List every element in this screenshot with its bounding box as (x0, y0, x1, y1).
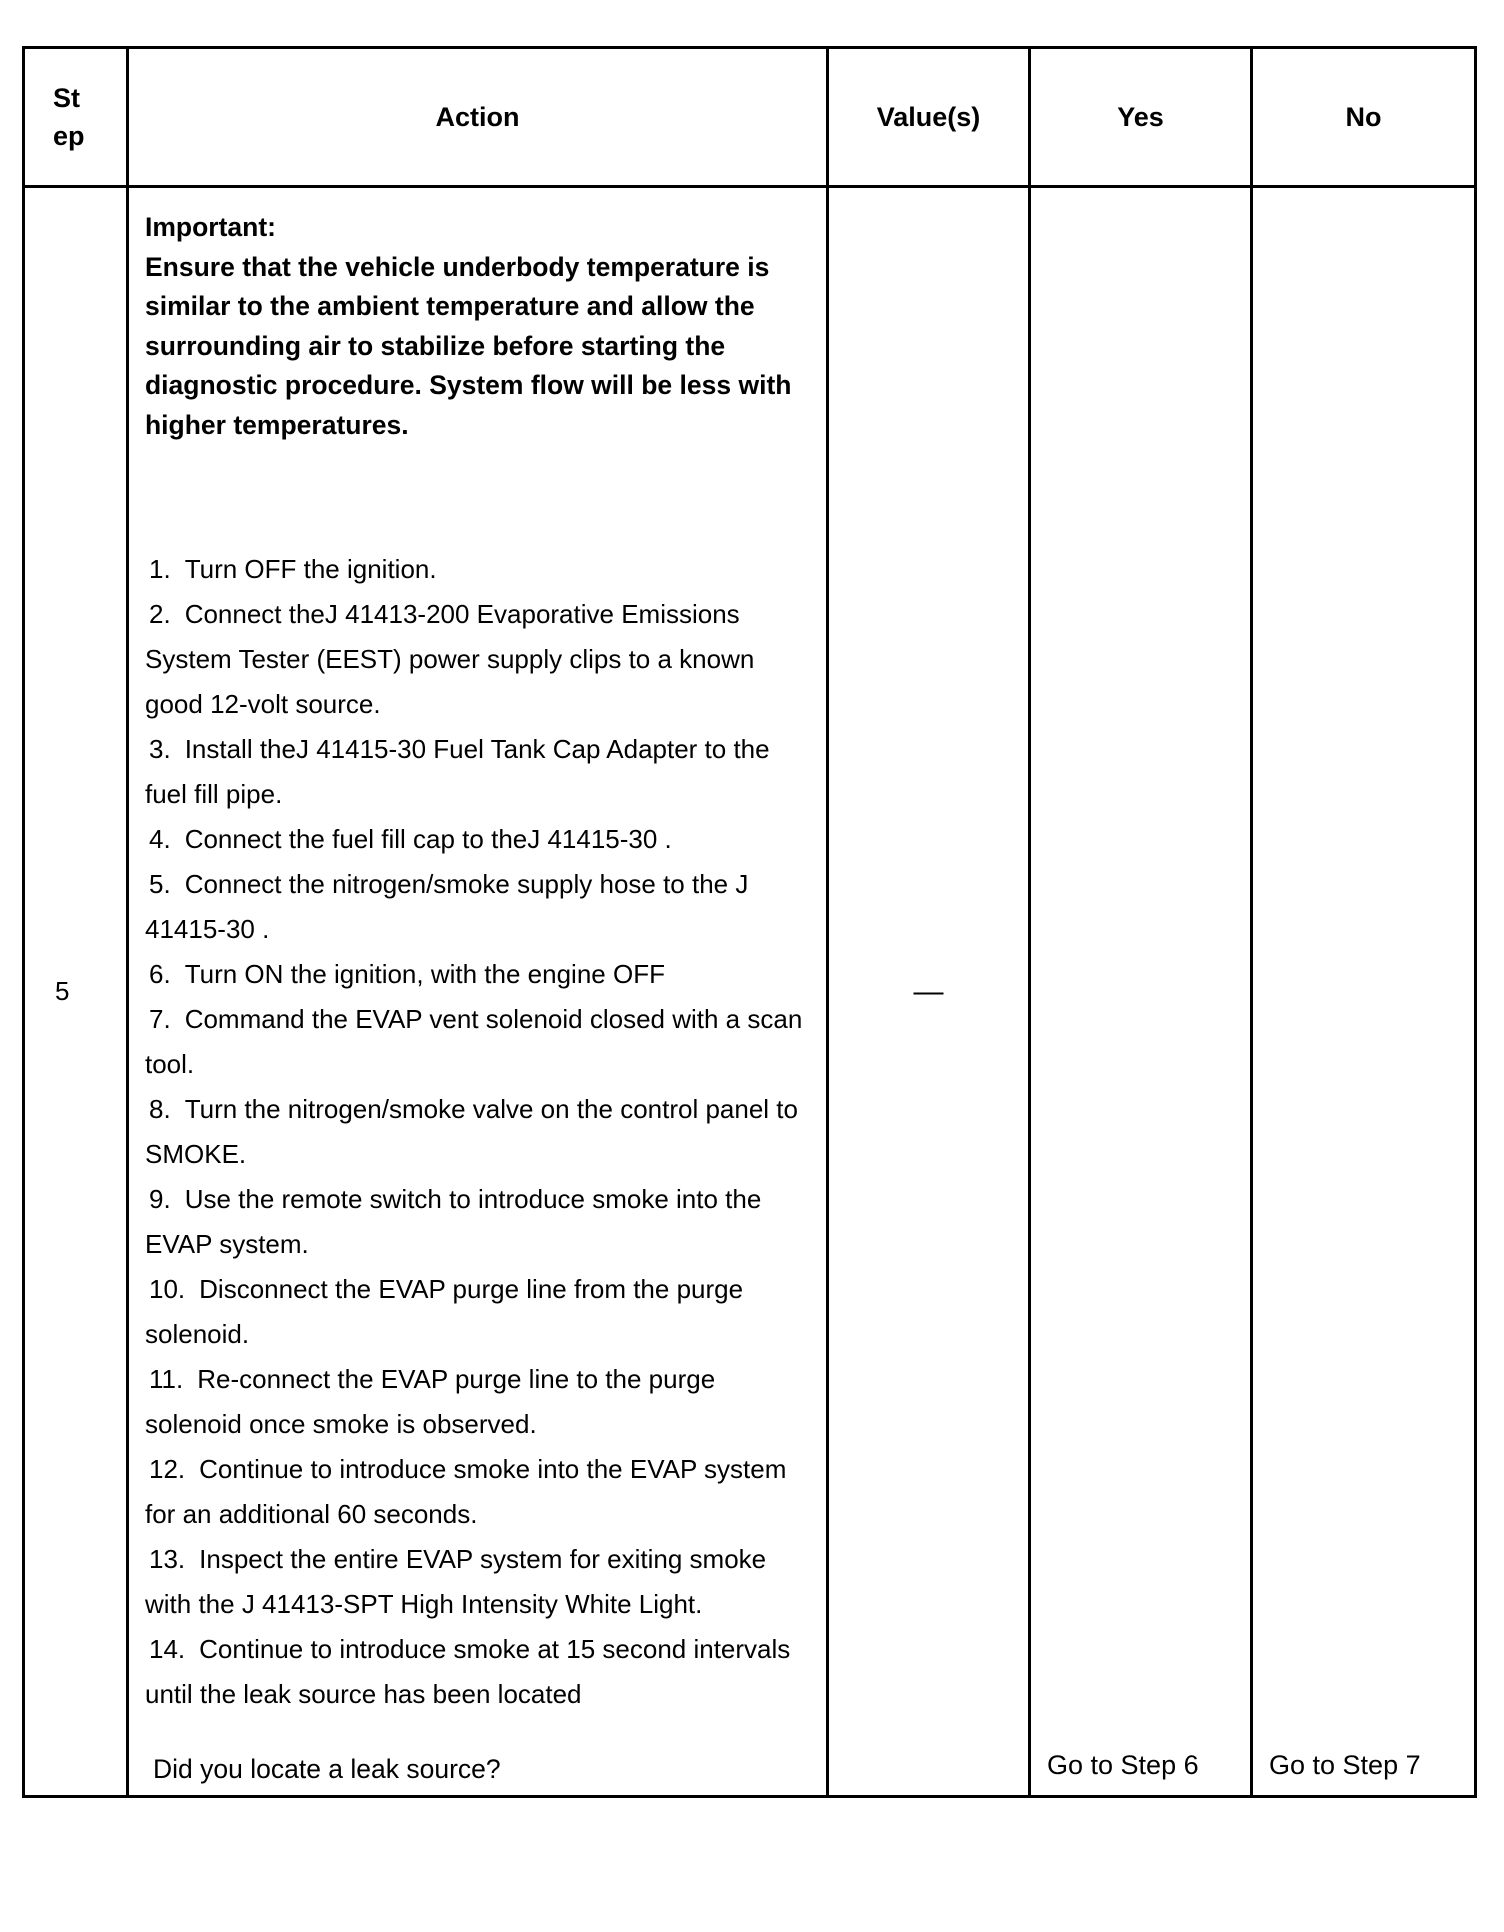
yes-result: Go to Step 6 (1030, 187, 1252, 1797)
list-item (145, 1177, 816, 1267)
list-item (145, 1087, 816, 1177)
list-item (145, 592, 816, 727)
list-item-text: Continue to introduce smoke at 15 second intervals until the leak source has been located (145, 1634, 791, 1709)
list-item-number: 13. (149, 1544, 186, 1574)
question-text: Did you locate a leak source? (153, 1754, 501, 1784)
list-item-number: 7. (149, 1004, 171, 1034)
list-item (145, 1267, 816, 1357)
header-row (24, 48, 1476, 187)
list-item-number: 8. (149, 1094, 171, 1124)
list-item-text: Connect the fuel fill cap to theJ 41415-30 . (184, 824, 672, 854)
list-item (145, 1537, 816, 1627)
list-item-number: 1. (149, 554, 171, 584)
no-result: Go to Step 7 (1252, 187, 1476, 1797)
header-step-line1: St (53, 83, 80, 113)
procedure-table (22, 46, 1477, 1798)
list-item-text: Disconnect the EVAP purge line from the purge solenoid. (145, 1274, 744, 1349)
list-item (145, 1447, 816, 1537)
list-item (145, 862, 816, 952)
list-item-text: Turn OFF the ignition. (184, 554, 437, 584)
list-item (145, 817, 816, 862)
list-item-number: 3. (149, 734, 171, 764)
header-values: Value(s) (828, 48, 1030, 187)
list-item-text: Turn ON the ignition, with the engine OFF (184, 959, 665, 989)
step-list (145, 547, 816, 1717)
list-item-number: 9. (149, 1184, 171, 1214)
list-item (145, 1357, 816, 1447)
important-note (145, 208, 816, 445)
header-yes: Yes (1030, 48, 1252, 187)
list-item-number: 10. (149, 1274, 186, 1304)
list-item-number: 14. (149, 1634, 186, 1664)
step-number: 5 (24, 187, 128, 1797)
list-item-text: Connect the nitrogen/smoke supply hose to the J 41415-30 . (145, 869, 749, 944)
header-step (24, 48, 128, 187)
list-item-number: 6. (149, 959, 171, 989)
list-item-text: Connect theJ 41413-200 Evaporative Emissions System Tester (EEST) power supply clips to a known good 12-volt source. (145, 599, 755, 719)
list-item (145, 952, 816, 997)
list-item (145, 997, 816, 1087)
header-action: Action (128, 48, 828, 187)
action-cell (128, 187, 828, 1797)
list-item-text: Inspect the entire EVAP system for exiting smoke with the J 41413-SPT High Intensity White Light. (145, 1544, 767, 1619)
list-item-text: Install theJ 41415-30 Fuel Tank Cap Adapter to the fuel fill pipe. (145, 734, 770, 809)
list-item-number: 12. (149, 1454, 186, 1484)
list-item-text: Use the remote switch to introduce smoke into the EVAP system. (145, 1184, 762, 1259)
important-label: Important: (145, 212, 277, 242)
list-item-text: Turn the nitrogen/smoke valve on the control panel to SMOKE. (145, 1094, 798, 1169)
list-item-number: 4. (149, 824, 171, 854)
list-item-text: Command the EVAP vent solenoid closed with a scan tool. (145, 1004, 803, 1079)
header-step-line2: ep (53, 121, 85, 151)
list-item-number: 11. (149, 1364, 184, 1394)
header-no: No (1252, 48, 1476, 187)
list-item-number: 2. (149, 599, 171, 629)
value-cell: — (828, 187, 1030, 1797)
list-item-text: Continue to introduce smoke into the EVAP system for an additional 60 seconds. (145, 1454, 787, 1529)
list-item (145, 547, 816, 592)
table-row (24, 187, 1476, 1797)
list-item (145, 727, 816, 817)
list-item (145, 1627, 816, 1717)
list-item-text: Re-connect the EVAP purge line to the purge solenoid once smoke is observed. (145, 1364, 716, 1439)
important-text: Ensure that the vehicle underbody temperature is similar to the ambient temperature and allow the surrounding air to stabilize before starting the diagnostic procedure. System flow will be less with higher temperatures. (145, 251, 792, 440)
list-item-number: 5. (149, 869, 171, 899)
